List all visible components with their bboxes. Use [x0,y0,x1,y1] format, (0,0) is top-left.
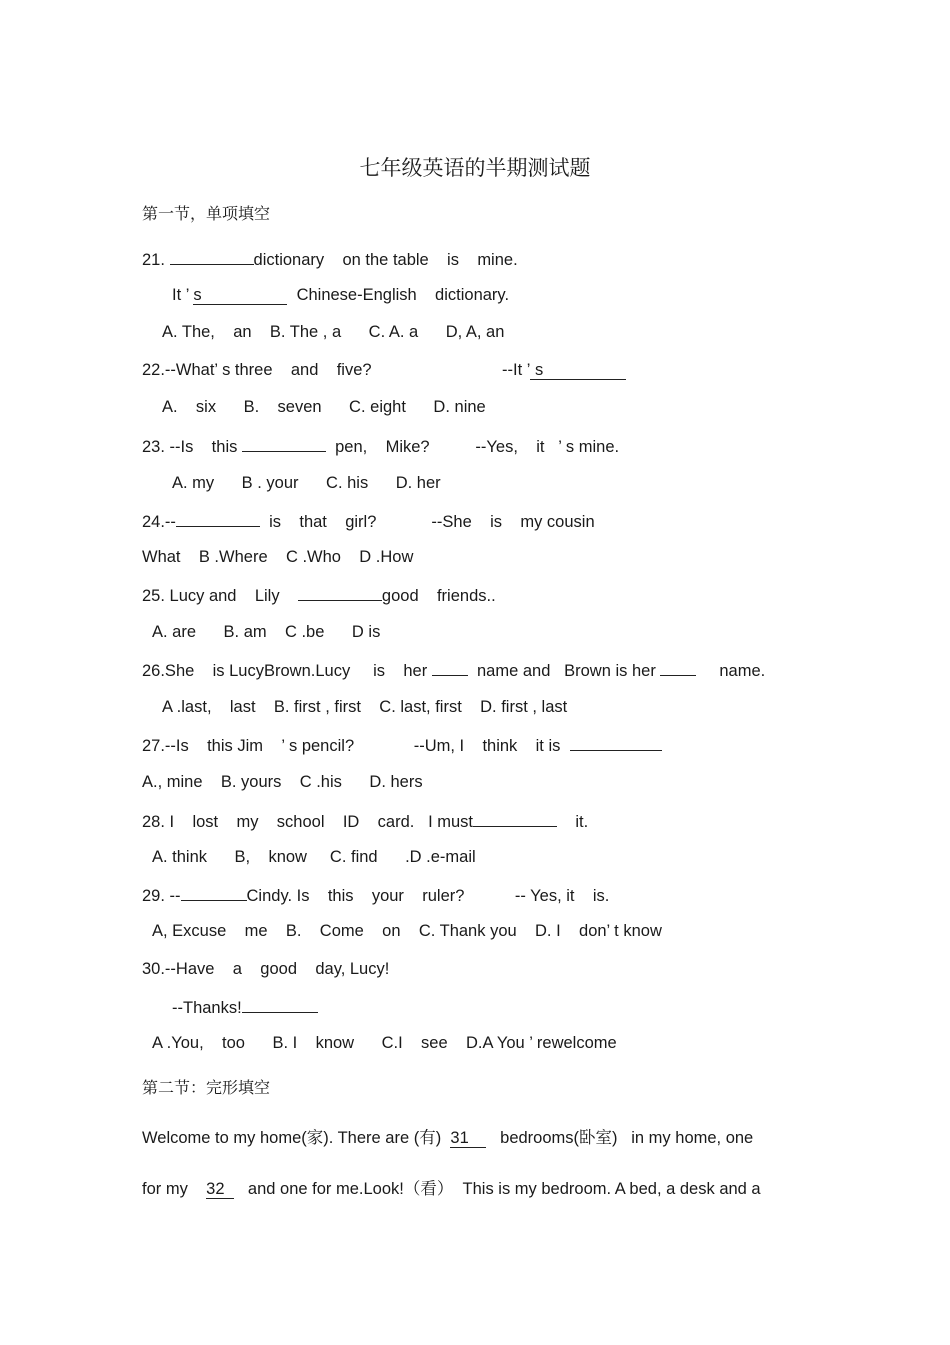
passage-text: and one for me.Look!（看） This is my bedroom. A bed, a desk and a [234,1180,761,1198]
question-25-options: A. are B. am C .be D is [152,623,381,641]
question-21-options: A. The, an B. The , a C. A. a D, A, an [162,323,505,341]
question-26-options: A .last, last B. first , first C. last, first D. first , last [162,698,568,716]
question-30: 30.--Have a good day, Lucy! [142,960,390,978]
question-21-line2 [172,285,509,305]
question-number: 21. [142,251,170,269]
question-24-options: What B .Where C .Who D .How [142,548,414,566]
question-28-options: A. think B, know C. find .D .e-mail [152,848,476,866]
answer-blank[interactable]: s [530,361,626,380]
page-title: 七年级英语的半期测试题 [359,156,591,180]
answer-blank[interactable] [242,996,318,1013]
section-heading-2: 第二节：完形填空 [142,1078,271,1097]
question-text: 27.--Is this Jim ’ s pencil? --Um, I think it is [142,737,570,755]
answer-blank[interactable] [473,810,557,827]
answer-blank[interactable] [181,884,247,901]
question-23-options: A. my B . your C. his D. her [172,474,441,492]
question-text: 26.She is LucyBrown.Lucy is her [142,662,432,680]
question-text: good friends.. [381,587,496,605]
question-text: 24.-- [142,513,176,531]
cloze-blank-32[interactable]: 32 [206,1180,234,1198]
passage-text: Welcome to my home(家). There are (有) [142,1129,451,1147]
answer-blank[interactable] [170,248,254,265]
question-27 [142,734,662,756]
passage-text: bedrooms(卧室) in my home, one [486,1129,754,1147]
question-25 [142,584,496,606]
passage-line-1 [142,1128,753,1148]
question-text: 23. --Is this [142,438,242,456]
passage-text: for my [142,1180,207,1198]
passage-line-2 [142,1179,761,1199]
section-heading-1: 第一节，单项填空 [142,204,271,223]
answer-blank[interactable] [176,510,260,527]
question-22-answer [502,360,626,380]
question-text: Cindy. Is this your ruler? -- Yes, it is. [246,887,610,905]
question-text: 29. -- [142,887,181,905]
question-22-options: A. six B. seven C. eight D. nine [162,398,486,416]
question-text: name and Brown is her [467,662,661,680]
answer-blank[interactable] [298,584,382,601]
question-text: 22.--What’ s three and five? [142,361,372,379]
question-text: 28. I lost my school ID card. I must [142,813,474,831]
question-29-options: A, Excuse me B. Come on C. Thank you D. I don’ t know [152,922,662,940]
question-text: pen, Mike? --Yes, it ’ s mine. [325,438,620,456]
answer-blank[interactable] [432,659,468,676]
cloze-blank-31[interactable]: 31 [450,1129,486,1148]
question-27-options: A., mine B. yours C .his D. hers [142,773,423,791]
question-23 [142,435,619,457]
question-text: 25. Lucy and Lily [142,587,298,605]
question-text: --Thanks! [172,999,242,1017]
answer-blank[interactable]: s [193,286,287,305]
question-21 [142,248,518,270]
question-30-options: A .You, too B. I know C.I see D.A You ’ rewelcome [152,1034,617,1052]
answer-blank[interactable] [660,659,696,676]
question-text: --It ’ [502,361,531,379]
question-28 [142,810,588,832]
question-30-line2 [172,996,318,1018]
question-text: is that girl? --She is my cousin [259,513,595,531]
question-24 [142,510,595,532]
question-26 [142,659,765,681]
question-29 [142,884,609,906]
question-text: Chinese-English dictionary. [287,286,510,304]
answer-blank[interactable] [242,435,326,452]
question-text: it. [557,813,589,831]
question-text: dictionary on the table is mine. [253,251,518,269]
answer-blank[interactable] [570,734,662,751]
question-text: It ’ [172,286,189,304]
question-text: name. [696,662,766,680]
question-22 [142,360,372,380]
